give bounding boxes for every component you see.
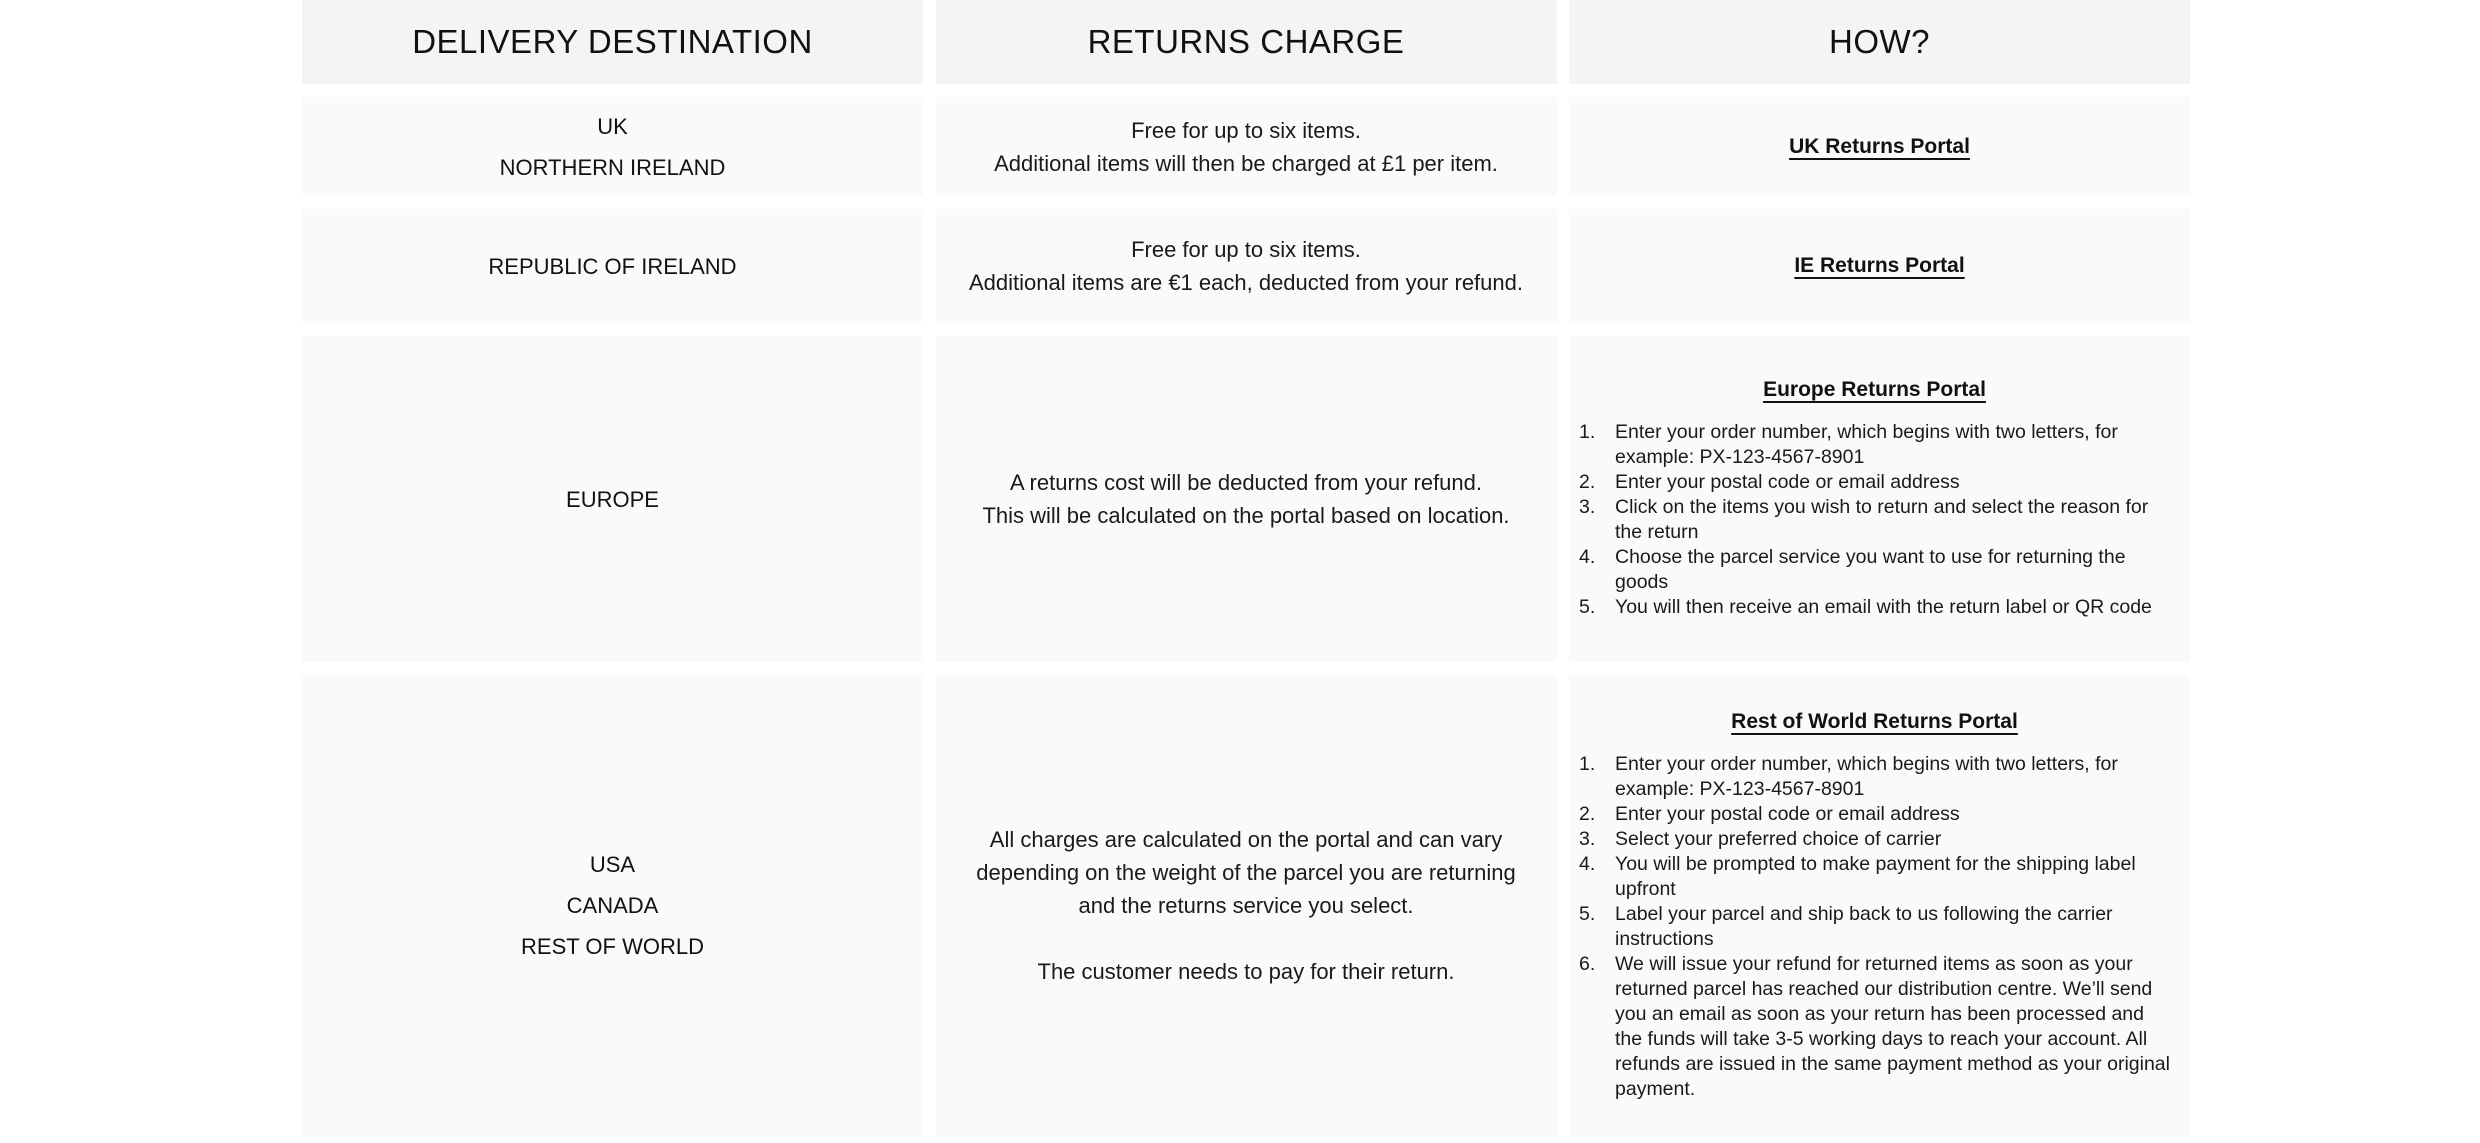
charge-note: The customer needs to pay for their return. bbox=[1037, 959, 1455, 984]
step-number: 4. bbox=[1579, 546, 1596, 568]
step-text: Click on the items you wish to return and select the reason for the return bbox=[1615, 496, 2149, 543]
charge-line: This will be calculated on the portal based on location. bbox=[982, 503, 1510, 528]
charge-line: Free for up to six items. bbox=[1131, 237, 1361, 262]
charge-cell-ie bbox=[936, 209, 1557, 323]
charge-cell-rest-of-world bbox=[936, 675, 1557, 1136]
step-number: 5. bbox=[1579, 902, 1596, 925]
destination-cell-rest-of-world bbox=[302, 675, 923, 1136]
europe-returns-portal-link[interactable]: Europe Returns Portal bbox=[1763, 378, 1986, 401]
destination-label: UK bbox=[597, 113, 628, 139]
header-returns-charge bbox=[936, 0, 1557, 84]
destination-label: EUROPE bbox=[566, 486, 659, 512]
header-delivery-destination-label: DELIVERY DESTINATION bbox=[412, 23, 813, 60]
destination-cell-uk bbox=[302, 97, 923, 196]
step-text: Label your parcel and ship back to us following the carrier instructions bbox=[1615, 902, 2113, 950]
step-text: Enter your postal code or email address bbox=[1615, 471, 1960, 493]
destination-label: USA bbox=[589, 852, 636, 877]
step-number: 2. bbox=[1579, 802, 1596, 825]
step-number: 2. bbox=[1579, 471, 1596, 493]
list-item bbox=[1579, 827, 2170, 852]
europe-steps-list bbox=[1579, 420, 2170, 620]
list-item bbox=[1579, 852, 2170, 902]
step-text: We will issue your refund for returned items as soon as your returned parcel has reached our distribution centre. We’ll send you an email as soon as your return has been processed and the funds will take 3-5 working days to reach your account. All refunds are issued in the same payment method as your original payment. bbox=[1615, 952, 2170, 1100]
rest-of-world-returns-portal-link[interactable]: Rest of World Returns Portal bbox=[1731, 709, 2018, 733]
destination-cell-europe bbox=[302, 336, 923, 662]
header-delivery-destination bbox=[302, 0, 923, 84]
step-number: 1. bbox=[1579, 752, 1596, 775]
charge-line: All charges are calculated on the portal and can vary bbox=[989, 827, 1503, 852]
destination-label: REPUBLIC OF IRELAND bbox=[488, 253, 737, 279]
step-text: Select your preferred choice of carrier bbox=[1615, 827, 1942, 850]
list-item bbox=[1579, 752, 2170, 802]
step-number: 6. bbox=[1579, 952, 1596, 975]
list-item bbox=[1579, 902, 2170, 952]
how-cell-europe bbox=[1569, 336, 2190, 662]
list-item bbox=[1579, 802, 2170, 827]
step-number: 3. bbox=[1579, 827, 1596, 850]
list-item bbox=[1579, 545, 2170, 595]
destination-label: CANADA bbox=[566, 893, 659, 918]
step-number: 1. bbox=[1579, 421, 1596, 443]
list-item bbox=[1579, 495, 2170, 545]
how-cell-ie bbox=[1569, 209, 2190, 323]
ie-returns-portal-link[interactable]: IE Returns Portal bbox=[1794, 254, 1965, 277]
how-cell-rest-of-world bbox=[1569, 675, 2190, 1136]
header-how-label: HOW? bbox=[1829, 23, 1930, 60]
destination-label: NORTHERN IRELAND bbox=[499, 154, 726, 180]
header-returns-charge-label: RETURNS CHARGE bbox=[1087, 23, 1405, 60]
step-text: Enter your order number, which begins with two letters, for example: PX-123-4567-8901 bbox=[1615, 752, 2118, 800]
list-item bbox=[1579, 595, 2170, 620]
charge-line: Additional items are €1 each, deducted from your refund. bbox=[969, 270, 1523, 295]
step-number: 3. bbox=[1579, 496, 1596, 518]
charge-line: and the returns service you select. bbox=[1078, 893, 1414, 918]
list-item bbox=[1579, 470, 2170, 495]
list-item bbox=[1579, 952, 2170, 1102]
charge-cell-europe bbox=[936, 336, 1557, 662]
destination-cell-ie bbox=[302, 209, 923, 323]
step-number: 4. bbox=[1579, 852, 1596, 875]
list-item bbox=[1579, 420, 2170, 470]
step-text: Enter your order number, which begins with two letters, for example: PX-123-4567-8901 bbox=[1615, 421, 2118, 468]
charge-line: Additional items will then be charged at £1 per item. bbox=[994, 150, 1498, 176]
uk-returns-portal-link[interactable]: UK Returns Portal bbox=[1789, 134, 1970, 158]
step-text: You will be prompted to make payment for the shipping label upfront bbox=[1615, 852, 2136, 900]
charge-line: depending on the weight of the parcel you are returning bbox=[976, 860, 1516, 885]
step-number: 5. bbox=[1579, 596, 1596, 618]
how-cell-uk bbox=[1569, 97, 2190, 196]
header-how bbox=[1569, 0, 2190, 84]
step-text: Enter your postal code or email address bbox=[1615, 802, 1960, 825]
destination-label: REST OF WORLD bbox=[521, 934, 704, 959]
step-text: Choose the parcel service you want to use for returning the goods bbox=[1615, 546, 2126, 593]
charge-line: Free for up to six items. bbox=[1131, 117, 1361, 143]
charge-line: A returns cost will be deducted from your refund. bbox=[1009, 470, 1482, 495]
charge-cell-uk bbox=[936, 97, 1557, 196]
returns-table bbox=[302, 0, 2190, 1136]
rest-of-world-steps-list bbox=[1579, 752, 2170, 1102]
step-text: You will then receive an email with the return label or QR code bbox=[1615, 596, 2152, 618]
